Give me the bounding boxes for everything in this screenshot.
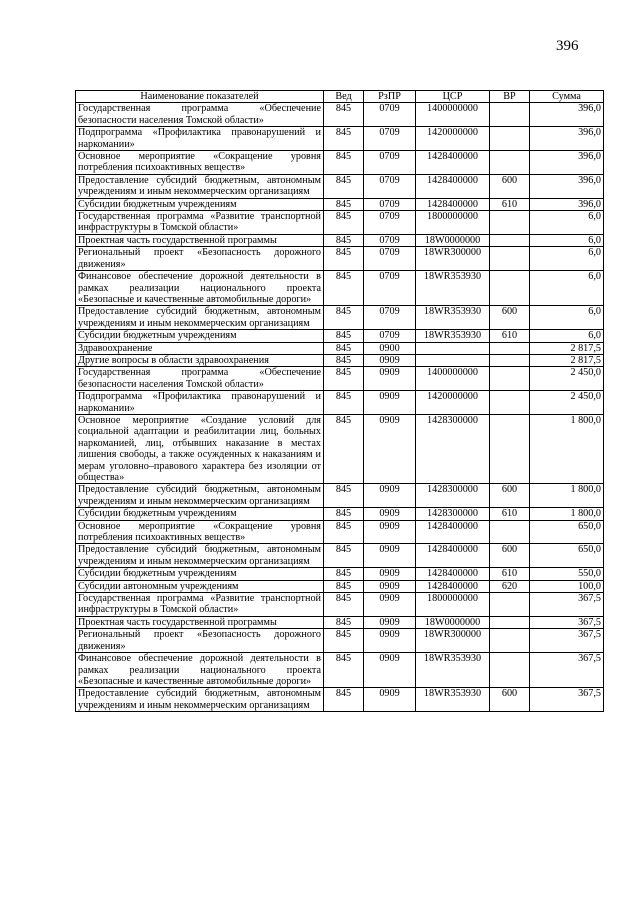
cell-csr: 18W0000000 xyxy=(416,234,490,246)
cell-ved: 845 xyxy=(324,629,364,653)
cell-sum: 6,0 xyxy=(530,271,604,306)
cell-csr: 1428300000 xyxy=(416,414,490,483)
cell-sum: 396,0 xyxy=(530,151,604,175)
cell-ved: 845 xyxy=(324,151,364,175)
cell-rzpr: 0909 xyxy=(364,367,416,391)
cell-sum: 650,0 xyxy=(530,520,604,544)
cell-csr xyxy=(416,354,490,366)
cell-name: Субсидии бюджетным учреждениям xyxy=(76,508,324,520)
cell-ved: 845 xyxy=(324,484,364,508)
cell-rzpr: 0909 xyxy=(364,484,416,508)
cell-rzpr: 0709 xyxy=(364,306,416,330)
cell-csr: 1428400000 xyxy=(416,580,490,592)
cell-vr xyxy=(490,127,530,151)
cell-csr: 1420000000 xyxy=(416,127,490,151)
cell-ved: 845 xyxy=(324,616,364,628)
cell-rzpr: 0709 xyxy=(364,271,416,306)
cell-vr xyxy=(490,211,530,235)
cell-sum: 367,5 xyxy=(530,616,604,628)
table-row xyxy=(76,367,604,391)
cell-csr: 1428400000 xyxy=(416,520,490,544)
cell-name: Субсидии бюджетным учреждениям xyxy=(76,568,324,580)
table-row xyxy=(76,629,604,653)
cell-vr: 600 xyxy=(490,484,530,508)
cell-name: Другие вопросы в области здравоохранения xyxy=(76,354,324,366)
table-body xyxy=(76,103,604,712)
cell-rzpr: 0709 xyxy=(364,174,416,198)
cell-name: Субсидии автономным учреждениям xyxy=(76,580,324,592)
table-row xyxy=(76,174,604,198)
header-row xyxy=(76,91,604,103)
cell-csr: 1428400000 xyxy=(416,544,490,568)
table-row xyxy=(76,354,604,366)
table-row xyxy=(76,616,604,628)
table-row xyxy=(76,414,604,483)
cell-rzpr: 0909 xyxy=(364,414,416,483)
cell-sum: 1 800,0 xyxy=(530,484,604,508)
cell-name: Субсидии бюджетным учреждениям xyxy=(76,198,324,210)
table-row xyxy=(76,593,604,617)
cell-ved: 845 xyxy=(324,354,364,366)
cell-ved: 845 xyxy=(324,544,364,568)
cell-name: Основное мероприятие «Сокращение уровня потребления психоактивных веществ» xyxy=(76,151,324,175)
cell-vr xyxy=(490,342,530,354)
cell-rzpr: 0900 xyxy=(364,342,416,354)
table-header xyxy=(76,91,604,103)
budget-table xyxy=(75,90,604,712)
cell-rzpr: 0909 xyxy=(364,629,416,653)
cell-ved: 845 xyxy=(324,568,364,580)
cell-vr xyxy=(490,593,530,617)
cell-rzpr: 0909 xyxy=(364,580,416,592)
cell-rzpr: 0909 xyxy=(364,688,416,712)
cell-rzpr: 0909 xyxy=(364,593,416,617)
cell-csr: 1428400000 xyxy=(416,568,490,580)
cell-sum: 650,0 xyxy=(530,544,604,568)
cell-name: Субсидии бюджетным учреждениям xyxy=(76,330,324,342)
cell-name: Предоставление субсидий бюджетным, автономным учреждениям и иным некоммерческим организациям xyxy=(76,174,324,198)
table-row xyxy=(76,688,604,712)
cell-sum: 2 450,0 xyxy=(530,367,604,391)
cell-name: Здравоохранение xyxy=(76,342,324,354)
cell-ved: 845 xyxy=(324,330,364,342)
table-row xyxy=(76,306,604,330)
cell-sum: 396,0 xyxy=(530,174,604,198)
cell-sum: 2 817,5 xyxy=(530,342,604,354)
cell-ved: 845 xyxy=(324,688,364,712)
cell-ved: 845 xyxy=(324,174,364,198)
cell-sum: 6,0 xyxy=(530,211,604,235)
cell-sum: 1 800,0 xyxy=(530,414,604,483)
table-row xyxy=(76,580,604,592)
table-row xyxy=(76,211,604,235)
table-row xyxy=(76,234,604,246)
cell-ved: 845 xyxy=(324,593,364,617)
cell-sum: 6,0 xyxy=(530,306,604,330)
page-number: 396 xyxy=(556,38,579,54)
header-sum: Сумма xyxy=(530,91,604,103)
cell-ved: 845 xyxy=(324,367,364,391)
cell-csr: 1428400000 xyxy=(416,198,490,210)
cell-ved: 845 xyxy=(324,414,364,483)
table-row xyxy=(76,271,604,306)
cell-csr: 1400000000 xyxy=(416,367,490,391)
header-csr: ЦСР xyxy=(416,91,490,103)
table-row xyxy=(76,568,604,580)
cell-vr xyxy=(490,234,530,246)
cell-vr: 600 xyxy=(490,688,530,712)
cell-rzpr: 0709 xyxy=(364,103,416,127)
cell-ved: 845 xyxy=(324,580,364,592)
cell-rzpr: 0709 xyxy=(364,330,416,342)
cell-vr: 610 xyxy=(490,508,530,520)
table-row xyxy=(76,103,604,127)
cell-rzpr: 0909 xyxy=(364,616,416,628)
cell-csr: 1428400000 xyxy=(416,151,490,175)
cell-vr xyxy=(490,520,530,544)
cell-rzpr: 0709 xyxy=(364,234,416,246)
cell-vr xyxy=(490,151,530,175)
cell-ved: 845 xyxy=(324,127,364,151)
cell-vr xyxy=(490,391,530,415)
cell-name: Государственная программа «Развитие транспортной инфраструктуры в Томской области» xyxy=(76,211,324,235)
cell-name: Государственная программа «Обеспечение безопасности населения Томской области» xyxy=(76,103,324,127)
cell-sum: 1 800,0 xyxy=(530,508,604,520)
cell-sum: 2 450,0 xyxy=(530,391,604,415)
cell-csr: 1400000000 xyxy=(416,103,490,127)
cell-rzpr: 0909 xyxy=(364,508,416,520)
cell-vr: 600 xyxy=(490,174,530,198)
cell-vr xyxy=(490,247,530,271)
cell-csr: 18WR353930 xyxy=(416,653,490,688)
table-row xyxy=(76,484,604,508)
cell-vr xyxy=(490,616,530,628)
cell-ved: 845 xyxy=(324,247,364,271)
header-vr: ВР xyxy=(490,91,530,103)
cell-csr: 1800000000 xyxy=(416,211,490,235)
cell-name: Проектная часть государственной программы xyxy=(76,234,324,246)
cell-rzpr: 0909 xyxy=(364,391,416,415)
cell-ved: 845 xyxy=(324,653,364,688)
cell-ved: 845 xyxy=(324,103,364,127)
cell-csr: 18WR353930 xyxy=(416,330,490,342)
cell-name: Региональный проект «Безопасность дорожного движения» xyxy=(76,247,324,271)
cell-rzpr: 0909 xyxy=(364,653,416,688)
table-row xyxy=(76,653,604,688)
cell-rzpr: 0909 xyxy=(364,354,416,366)
cell-name: Подпрограмма «Профилактика правонарушений и наркомании» xyxy=(76,127,324,151)
cell-vr xyxy=(490,354,530,366)
cell-csr: 18WR353930 xyxy=(416,271,490,306)
cell-vr: 600 xyxy=(490,306,530,330)
cell-sum: 100,0 xyxy=(530,580,604,592)
cell-vr: 610 xyxy=(490,568,530,580)
table-row xyxy=(76,247,604,271)
table-row xyxy=(76,198,604,210)
cell-sum: 367,5 xyxy=(530,653,604,688)
cell-csr: 1428400000 xyxy=(416,174,490,198)
cell-csr: 1428300000 xyxy=(416,484,490,508)
cell-sum: 550,0 xyxy=(530,568,604,580)
cell-name: Основное мероприятие «Сокращение уровня потребления психоактивных веществ» xyxy=(76,520,324,544)
cell-name: Основное мероприятие «Создание условий для социальной адаптации и реабилитации лиц, больных наркоманией, лиц, отбывших наказание в местах лишения свободы, а также осужденных к наказаниям и мерам уголовно–правового характера без изоляции от общества» xyxy=(76,414,324,483)
cell-csr: 1420000000 xyxy=(416,391,490,415)
cell-csr: 18W0000000 xyxy=(416,616,490,628)
cell-name: Предоставление субсидий бюджетным, автономным учреждениям и иным некоммерческим организациям xyxy=(76,688,324,712)
cell-ved: 845 xyxy=(324,271,364,306)
cell-ved: 845 xyxy=(324,306,364,330)
cell-sum: 367,5 xyxy=(530,593,604,617)
cell-vr xyxy=(490,653,530,688)
cell-name: Государственная программа «Обеспечение безопасности населения Томской области» xyxy=(76,367,324,391)
cell-rzpr: 0709 xyxy=(364,127,416,151)
cell-ved: 845 xyxy=(324,198,364,210)
cell-name: Региональный проект «Безопасность дорожного движения» xyxy=(76,629,324,653)
cell-ved: 845 xyxy=(324,211,364,235)
cell-sum: 396,0 xyxy=(530,198,604,210)
cell-vr xyxy=(490,367,530,391)
cell-ved: 845 xyxy=(324,234,364,246)
cell-vr: 620 xyxy=(490,580,530,592)
cell-vr: 610 xyxy=(490,198,530,210)
cell-rzpr: 0709 xyxy=(364,151,416,175)
cell-vr xyxy=(490,103,530,127)
cell-vr: 610 xyxy=(490,330,530,342)
cell-sum: 396,0 xyxy=(530,127,604,151)
cell-sum: 6,0 xyxy=(530,234,604,246)
cell-rzpr: 0709 xyxy=(364,211,416,235)
cell-name: Предоставление субсидий бюджетным, автономным учреждениям и иным некоммерческим организациям xyxy=(76,484,324,508)
cell-name: Финансовое обеспечение дорожной деятельности в рамках реализации национального проекта «Безопасные и качественные автомобильные дороги» xyxy=(76,653,324,688)
cell-sum: 367,5 xyxy=(530,629,604,653)
cell-vr xyxy=(490,414,530,483)
header-name: Наименование показателей xyxy=(76,91,324,103)
cell-ved: 845 xyxy=(324,520,364,544)
cell-sum: 6,0 xyxy=(530,330,604,342)
cell-vr xyxy=(490,271,530,306)
cell-csr: 1428300000 xyxy=(416,508,490,520)
cell-ved: 845 xyxy=(324,508,364,520)
cell-csr: 18WR300000 xyxy=(416,629,490,653)
cell-rzpr: 0709 xyxy=(364,198,416,210)
table-row xyxy=(76,508,604,520)
cell-rzpr: 0909 xyxy=(364,568,416,580)
cell-name: Подпрограмма «Профилактика правонарушений и наркомании» xyxy=(76,391,324,415)
cell-csr: 18WR353930 xyxy=(416,306,490,330)
cell-rzpr: 0909 xyxy=(364,520,416,544)
table-row xyxy=(76,127,604,151)
cell-name: Предоставление субсидий бюджетным, автономным учреждениям и иным некоммерческим организациям xyxy=(76,544,324,568)
cell-sum: 2 817,5 xyxy=(530,354,604,366)
table-row xyxy=(76,520,604,544)
cell-csr: 1800000000 xyxy=(416,593,490,617)
table-row xyxy=(76,330,604,342)
header-rzpr: РзПР xyxy=(364,91,416,103)
cell-csr: 18WR353930 xyxy=(416,688,490,712)
cell-sum: 367,5 xyxy=(530,688,604,712)
cell-name: Государственная программа «Развитие транспортной инфраструктуры в Томской области» xyxy=(76,593,324,617)
cell-csr xyxy=(416,342,490,354)
table-row xyxy=(76,391,604,415)
cell-ved: 845 xyxy=(324,391,364,415)
cell-name: Предоставление субсидий бюджетным, автономным учреждениям и иным некоммерческим организациям xyxy=(76,306,324,330)
cell-name: Финансовое обеспечение дорожной деятельности в рамках реализации национального проекта «Безопасные и качественные автомобильные дороги» xyxy=(76,271,324,306)
cell-name: Проектная часть государственной программы xyxy=(76,616,324,628)
table-row xyxy=(76,151,604,175)
table-row xyxy=(76,342,604,354)
cell-sum: 6,0 xyxy=(530,247,604,271)
cell-ved: 845 xyxy=(324,342,364,354)
header-ved: Вед xyxy=(324,91,364,103)
cell-sum: 396,0 xyxy=(530,103,604,127)
cell-csr: 18WR300000 xyxy=(416,247,490,271)
cell-vr xyxy=(490,629,530,653)
cell-rzpr: 0909 xyxy=(364,544,416,568)
cell-rzpr: 0709 xyxy=(364,247,416,271)
table-row xyxy=(76,544,604,568)
cell-vr: 600 xyxy=(490,544,530,568)
